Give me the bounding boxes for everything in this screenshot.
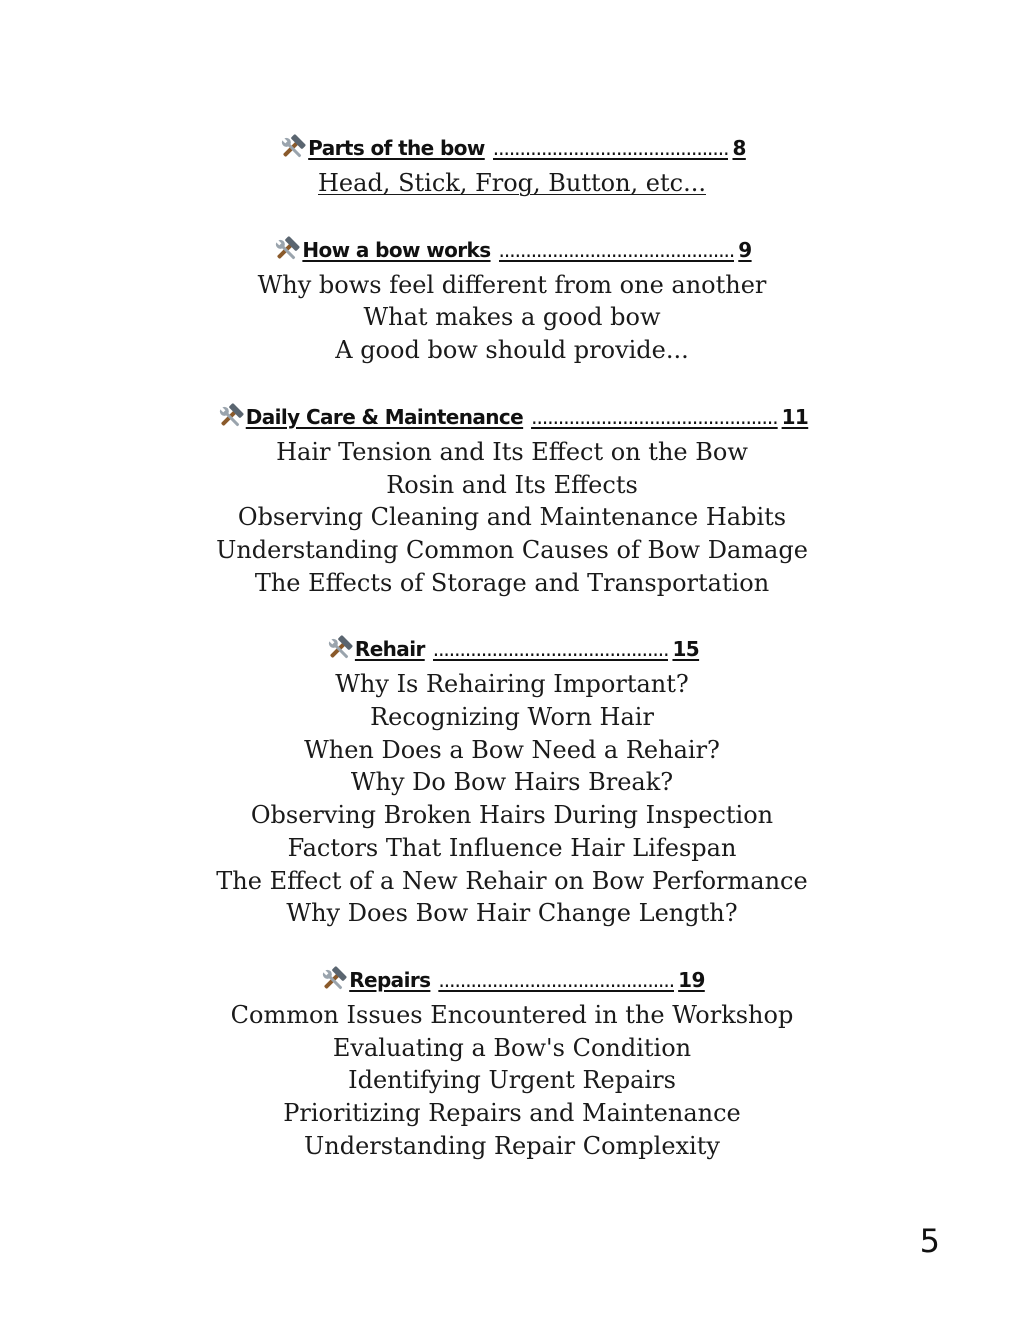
table-of-contents bbox=[0, 132, 1024, 1196]
hammer-and-wrench-icon bbox=[216, 403, 244, 431]
toc-section-daily-care bbox=[0, 401, 1024, 600]
toc-leader-dots: .............................................. bbox=[531, 404, 778, 429]
toc-subitem: Common Issues Encountered in the Workshop bbox=[230, 1000, 794, 1029]
toc-leader-dots: ............................................ bbox=[438, 967, 675, 992]
toc-page-number: 9 bbox=[738, 237, 752, 262]
toc-subitem: Why Do Bow Hairs Break? bbox=[350, 768, 674, 797]
toc-subitem: Understanding Repair Complexity bbox=[304, 1131, 720, 1160]
toc-heading-link[interactable] bbox=[319, 964, 705, 996]
toc-subitem: Recognizing Worn Hair bbox=[370, 703, 654, 732]
toc-subitem: When Does a Bow Need a Rehair? bbox=[304, 735, 720, 764]
toc-subitem: Why Does Bow Hair Change Length? bbox=[286, 899, 738, 928]
toc-subitem: A good bow should provide... bbox=[335, 336, 689, 365]
toc-heading-link[interactable] bbox=[216, 401, 808, 433]
toc-subitem: Rosin and Its Effects bbox=[386, 470, 638, 499]
toc-subitem: Identifying Urgent Repairs bbox=[348, 1066, 676, 1095]
toc-subitem: The Effect of a New Rehair on Bow Performance bbox=[216, 866, 808, 895]
toc-subitem: The Effects of Storage and Transportation bbox=[254, 568, 770, 597]
toc-section-how-a-bow-works bbox=[0, 234, 1024, 367]
toc-page-number: 15 bbox=[672, 637, 700, 662]
toc-subitem: Understanding Common Causes of Bow Damage bbox=[216, 535, 808, 564]
toc-heading-title: Rehair bbox=[354, 637, 425, 662]
toc-leader-dots: ............................................ bbox=[492, 136, 729, 160]
toc-heading-title: Repairs bbox=[349, 967, 431, 992]
toc-subitem-link[interactable]: Head, Stick, Frog, Button, etc... bbox=[318, 169, 706, 197]
toc-heading-title: Daily Care & Maintenance bbox=[245, 404, 524, 429]
toc-subitem: Hair Tension and Its Effect on the Bow bbox=[276, 437, 748, 466]
page-number: 5 bbox=[919, 1222, 940, 1260]
toc-section-parts-of-the-bow bbox=[0, 132, 1024, 200]
toc-subitem: Why bows feel different from one another bbox=[257, 270, 767, 299]
toc-page-number: 8 bbox=[732, 136, 746, 160]
toc-section-repairs bbox=[0, 964, 1024, 1163]
toc-section-rehair bbox=[0, 633, 1024, 930]
hammer-and-wrench-icon bbox=[278, 134, 306, 162]
hammer-and-wrench-icon bbox=[272, 236, 300, 264]
toc-subitem: Evaluating a Bow's Condition bbox=[332, 1033, 692, 1062]
toc-subitem: Factors That Influence Hair Lifespan bbox=[287, 833, 737, 862]
toc-heading-title: Parts of the bow bbox=[308, 136, 485, 160]
hammer-and-wrench-icon bbox=[319, 966, 347, 994]
toc-page-number: 19 bbox=[678, 967, 705, 992]
toc-heading-title: How a bow works bbox=[302, 237, 491, 262]
toc-leader-dots: ............................................ bbox=[498, 237, 735, 262]
toc-subitem: Prioritizing Repairs and Maintenance bbox=[283, 1099, 741, 1128]
hammer-and-wrench-icon bbox=[325, 635, 353, 663]
toc-subitem: Observing Cleaning and Maintenance Habits bbox=[237, 503, 787, 532]
toc-subitem: What makes a good bow bbox=[363, 303, 661, 332]
toc-subitem: Why Is Rehairing Important? bbox=[335, 670, 689, 699]
toc-subitem: Observing Broken Hairs During Inspection bbox=[250, 801, 774, 830]
toc-heading-link[interactable] bbox=[278, 132, 746, 164]
toc-heading-link[interactable] bbox=[325, 633, 699, 665]
toc-page-number: 11 bbox=[781, 404, 809, 429]
toc-heading-link[interactable] bbox=[272, 234, 751, 266]
toc-leader-dots: ............................................ bbox=[432, 637, 669, 662]
